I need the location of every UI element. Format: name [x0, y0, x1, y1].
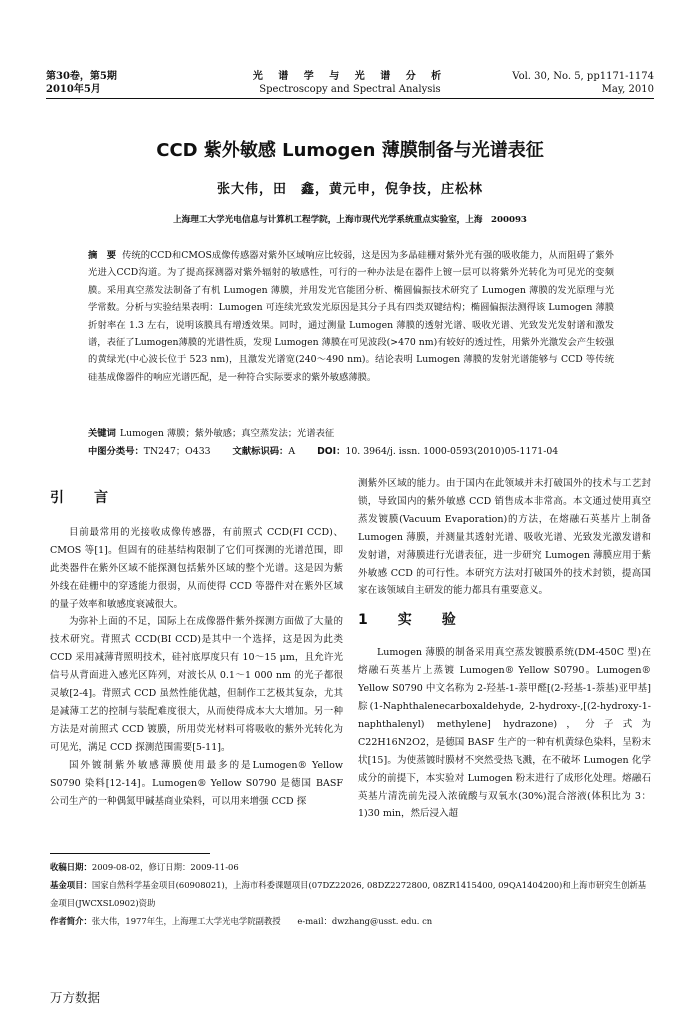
doc-code-label: 文献标识码：	[232, 446, 289, 457]
footnotes	[50, 858, 654, 930]
intro-paragraph-2: 为弥补上面的不足，国际上在成像器件紫外探测方面做了大量的技术研究。背照式 CCD(BI CCD)是其中一个选择，这是因为此类 CCD 采用减薄背照明技术，硅衬底厚度只有 10～15 μm，且允许光信号从背面进入感光区阵列，对波长从 0.1～1 000 nm 的光子都很灵敏[2-4]。背照式 CCD 虽然性能优越，但制作工艺极其复杂，尤其是减薄工艺的控制与装配难度很大，从而使得成本大大增加。另一种方法是对前照式 CCD 镀膜，所用荧光材料可将吸收的紫外光转化为可见光，满足 CCD 探测范围需要[5-11]。	[50, 616, 343, 753]
volume-cn: 第30卷，第5期	[46, 71, 117, 82]
fund-info: 基金项目：国家自然科学基金项目(60908021)，上海市科委课题项目(07DZ22026, 08DZ2272800, 08ZR1415400, 09QA1404200)和上海市研究生创新基金项目(JWCXSL0902)资助	[50, 880, 647, 908]
journal-cn: 光 谱 学 与 光 谱 分 析	[252, 71, 448, 82]
keywords-label: 关键词	[88, 428, 116, 439]
running-header	[46, 70, 654, 98]
keywords	[88, 425, 614, 442]
header-rule	[46, 98, 654, 99]
abstract-label: 摘 要	[88, 250, 117, 261]
intro-paragraph-1: 目前最常用的光接收成像传感器，有前照式 CCD(FI CCD)、CMOS 等[1]。但固有的硅基结构限制了它们可探测的光谱范围，即此类器件在紫外区域不能探测包括紫外区域的整个光谱。这是因为紫外线在硅栅中的穿透能力很弱，从而使得 CCD 等器件对在紫外区域的量子效率和敏感度衰减很大。	[50, 526, 343, 610]
watermark: 万方数据	[50, 990, 101, 1005]
volume-en: Vol. 30, No. 5, pp1171-1174	[512, 71, 654, 82]
left-column	[50, 490, 343, 810]
right-column	[358, 475, 651, 823]
abstract	[88, 247, 614, 386]
received-date: 收稿日期：2009-08-02，修订日期：2009-11-06	[50, 862, 239, 872]
footnote-rule	[50, 853, 210, 854]
date-en: May, 2010	[601, 84, 654, 95]
clc-value: TN247；O433	[143, 446, 211, 457]
abstract-text: 传统的CCD和CMOS成像传感器对紫外区域响应比较弱，这是因为多晶硅栅对紫外光有强的吸收能力，从而阻碍了紫外光进入CCD沟道。为了提高探测器对紫外辐射的敏感性，可行的一种办法是在器件上镀一层可以将紫外光转化为可见光的变频膜。采用真空蒸发法制备了有机 Lumogen 薄膜，并用发光官能团分析、椭圆偏振技术研究了 Lumogen 薄膜的发光原理与光学常数。分析与实验结果表明：Lumogen 可连续光致发光原因是其分子具有四类双键结构；椭圆偏振法测得该 Lumogen 薄膜折射率在 1.3 左右，说明该膜具有增透效果。同时，通过测量 Lumogen 薄膜的透射光谱、吸收光谱、光致发光发射谱和激发谱，表征了Lumogen薄膜的光谱性质，发现 Lumogen 薄膜在可见波段(>470 nm)有较好的透过性，用紫外光激发会产生较强的黄绿光(中心波长位于 523 nm)，且激发光谱宽(240～490 nm)。结论表明 Lumogen 薄膜的发射光谱能够与 CCD 等传统硅基成像器件的响应光谱匹配，是一种符合实际要求的紫外敏感薄膜。	[88, 250, 614, 383]
doi-value: 10. 3964/j. issn. 1000-0593(2010)05-1171-04	[345, 446, 559, 457]
author-bio: 作者简介：张大伟，1977年生，上海理工大学光电学院副教授 e-mail：dwzhang@usst. edu. cn	[50, 916, 433, 926]
header-right	[512, 70, 654, 96]
keywords-text: Lumogen 薄膜；紫外敏感；真空蒸发法；光谱表征	[119, 428, 335, 439]
section-intro-heading: 引 言	[50, 490, 116, 506]
clc-label: 中图分类号：	[88, 446, 144, 457]
paper-title: CCD 紫外敏感 Lumogen 薄膜制备与光谱表征	[156, 140, 544, 161]
experiment-paragraph-1: Lumogen 薄膜的制备采用真空蒸发镀膜系统(DM-450C 型)在熔融石英基片上蒸镀 Lumogen® Yellow S0790。Lumogen® Yellow S0790 中文名称为 2-羟基-1-萘甲醛[(2-羟基-1-萘基)亚甲基]腙(1-Naphthalenecarboxaldehyde, 2-hydroxy-,[(2-hydroxy-1-naphthalenyl) methylene] hydrazone)，分子式为 C22H16N2O2，是德国 BASF 生产的一种有机黄绿色染料，呈粉末状[15]。为使蒸镀时膜材不突然受热飞溅，在不破坏 Lumogen 化学成分的前提下，本实验对 Lumogen 粉末进行了成形化处理。熔融石英基片清洗前先浸入浓硫酸与双氧水(30%)混合溶液(体积比为 3：1)30 min，然后浸入超	[358, 647, 651, 820]
journal-en: Spectroscopy and Spectral Analysis	[259, 84, 441, 95]
section-experiment-heading: 1 实 验	[358, 612, 464, 629]
classification-line	[88, 443, 648, 460]
intro-paragraph-3: 国外镀制紫外敏感薄膜使用最多的是Lumogen® Yellow S0790 染料[12-14]。Lumogen® Yellow S0790 是德国 BASF 公司生产的一种偶氮甲碱基商业染料，可以用来增强 CCD 探	[50, 759, 343, 807]
authors: 张大伟，田 鑫，黄元申，倪争技，庄松林	[216, 182, 483, 197]
intro-paragraph-continued: 测紫外区域的能力。由于国内在此领域并未打破国外的技术与工艺封锁，导致国内的紫外敏感 CCD 销售成本非常高。本文通过使用真空蒸发镀膜(Vacuum Evaporation)的方法，在熔融石英基片上制备 Lumogen 薄膜，并测量其透射光谱、吸收光谱、光致发光激发谱和发射谱，对薄膜进行光谱表征，进一步研究 Lumogen 薄膜应用于紫外敏感 CCD 的可行性。本研究方法对打破国外的技术封锁，提高国家在该领域自主研发的能力都具有重要意义。	[358, 478, 651, 597]
doc-code-value: A	[288, 446, 296, 457]
affiliation: 上海理工大学光电信息与计算机工程学院，上海市现代光学系统重点实验室，上海 200093	[173, 215, 527, 225]
date-cn: 2010年5月	[46, 84, 101, 95]
doi-label: DOI：	[317, 446, 346, 457]
